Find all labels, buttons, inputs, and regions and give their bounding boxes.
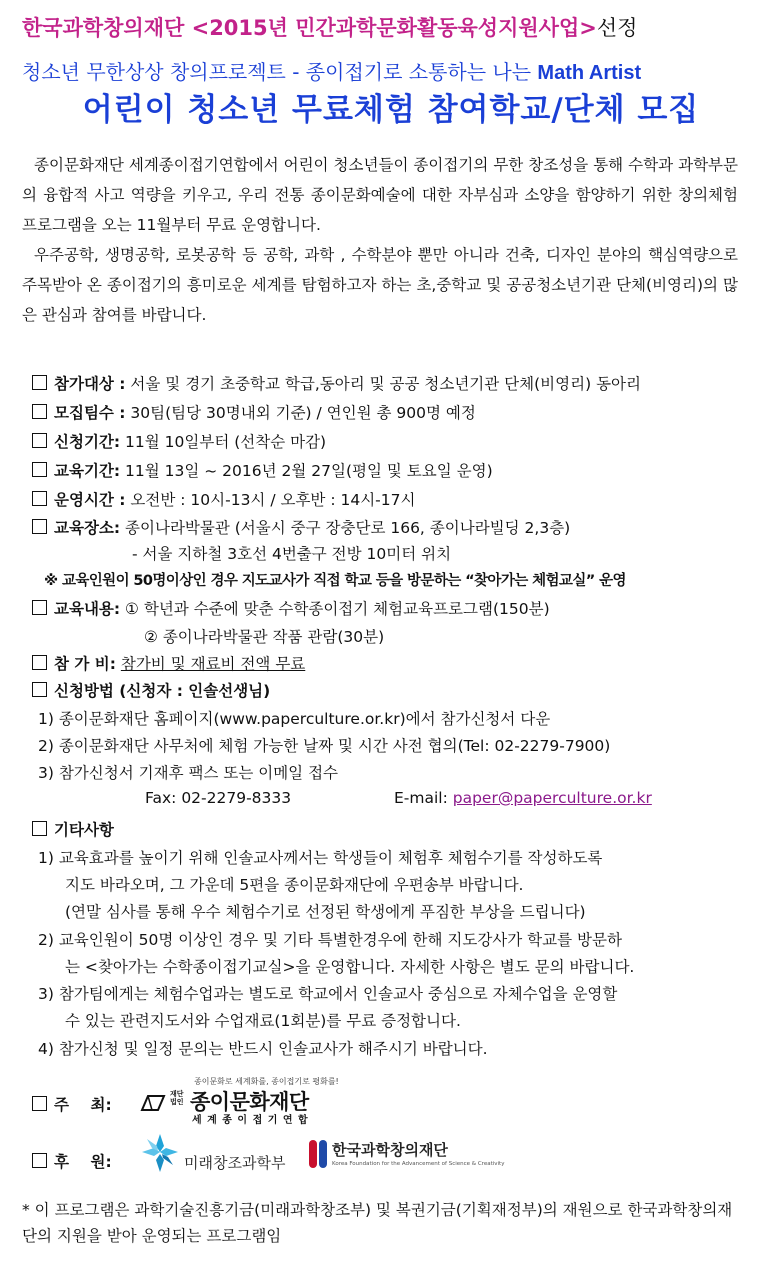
kofac-emblem-icon <box>308 1138 328 1170</box>
etc-line: (연말 심사를 통해 우수 체험수기로 선정된 학생에게 푸짐한 부상을 드립니다) <box>65 903 586 921</box>
detail-target <box>32 372 641 394</box>
detail-label: 교육기간: <box>54 462 121 480</box>
host-logo-sub: 세 계 종 이 접 기 연 합 <box>192 1115 309 1126</box>
detail-label: 신청방법 (신청자 : 인솔선생님) <box>54 682 271 700</box>
detail-content-item-2: ② 종이나라박물관 작품 관람(30분) <box>144 628 385 646</box>
sponsor-row <box>32 1150 112 1172</box>
host-row <box>32 1093 112 1115</box>
checkbox-icon <box>32 1153 47 1168</box>
intro-section <box>22 150 738 330</box>
sponsor2-sub: Korea Foundation for the Advancement of Science & Creativity <box>332 1161 505 1167</box>
detail-label: 운영시간 : <box>54 491 126 509</box>
method-step-3: 3) 참가신청서 기재후 팩스 또는 이메일 접수 <box>38 764 339 782</box>
detail-label: 교육장소: <box>54 519 121 537</box>
detail-value: 30팀(팀당 30명내외 기준) / 연인원 총 900명 예정 <box>125 404 476 422</box>
detail-place-sub: - 서울 지하철 3호선 4번출구 전방 10미터 위치 <box>132 545 452 563</box>
checkbox-icon <box>32 433 47 448</box>
checkbox-icon <box>32 600 47 615</box>
etc-line: 는 <찾아가는 수학종이접기교실>을 운영합니다. 자세한 사항은 별도 문의 바랍니다. <box>65 958 635 976</box>
footer-note: * 이 프로그램은 과학기술진흥기금(미래과학창조부) 및 복권기금(기획재정부)의 재원으로 한국과학창의재단의 지원을 받아 운영되는 프로그램임 <box>22 1201 733 1245</box>
etc-line: 수 있는 관련지도서와 수업재료(1회분)를 무료 증정합니다. <box>65 1012 461 1030</box>
header-sub-line <box>22 56 641 85</box>
email-line <box>394 789 652 807</box>
detail-value: 참가비 및 재료비 전액 무료 <box>120 655 306 673</box>
header-org-line-suffix: 선정 <box>596 16 638 40</box>
checkbox-icon <box>32 462 47 477</box>
etc-line: 3) 참가팀에게는 체험수업과는 별도로 학교에서 인솔교사 중심으로 자체수업을 운영할 <box>38 985 618 1003</box>
detail-value: 11월 10일부터 (선착순 마감) <box>120 433 327 451</box>
detail-label: 교육내용: <box>54 600 121 618</box>
etc-line: 1) 교육효과를 높이기 위해 인솔교사께서는 학생들이 체험후 체험수기를 작성하도록 <box>38 849 603 867</box>
etc-line: 지도 바라오며, 그 가운데 5편을 종이문화재단에 우편송부 바랍니다. <box>65 876 524 894</box>
detail-value: 11월 13일 ~ 2016년 2월 27일(평일 및 토요일 운영) <box>120 462 493 480</box>
etc-line: 2) 교육인원이 50명 이상인 경우 및 기타 특별한경우에 한해 지도강사가 학교를 방문하 <box>38 931 622 949</box>
header-org-line-pink: 한국과학창의재단 <2015년 민간과학문화활동육성지원사업> <box>22 16 597 40</box>
detail-label: 신청기간: <box>54 433 121 451</box>
detail-edu-period <box>32 459 493 481</box>
sponsor1-name: 미래창조과학부 <box>184 1154 286 1172</box>
header-sub-line-korean: 청소년 무한상상 창의프로젝트 - 종이접기로 소통하는 나는 <box>22 60 538 84</box>
detail-label: 기타사항 <box>54 821 114 839</box>
email-label: E-mail: <box>394 789 453 807</box>
intro-paragraph-1: 종이문화재단 세계종이접기연합에서 어린이 청소년들이 종이접기의 무한 창조성을 통해 수학과 과학부문의 융합적 사고 역량을 키우고, 우리 전통 종이문화예술에 대한 자부심과 소양을 함양하기 위한 창의체험 프로그램을 오는 11월부터 무료 운영합니다. <box>22 156 738 234</box>
header-sub-line-english: Math Artist <box>537 62 642 84</box>
method-step-1: 1) 종이문화재단 홈페이지(www.paperculture.or.kr)에서 참가신청서 다운 <box>38 710 551 728</box>
host-logo-badge: 재단법인 <box>170 1090 184 1106</box>
detail-teams <box>32 401 476 423</box>
detail-apply-period <box>32 430 326 452</box>
paper-fold-icon <box>140 1092 166 1114</box>
host-logo-tagline: 종이문화로 세계화를, 종이접기로 평화를! <box>194 1077 339 1086</box>
fax-number: Fax: 02-2279-8333 <box>145 789 292 807</box>
detail-hours <box>32 488 415 510</box>
checkbox-icon <box>32 821 47 836</box>
checkbox-icon <box>32 491 47 506</box>
sponsor-logo-msip <box>140 1132 300 1178</box>
header-org-line <box>22 12 637 42</box>
detail-value: 종이나라박물관 (서울시 중구 장충단로 166, 종이나라빌딩 2,3층) <box>120 519 571 537</box>
checkbox-icon <box>32 682 47 697</box>
checkbox-icon <box>32 655 47 670</box>
detail-content <box>32 597 550 619</box>
detail-fee <box>32 652 305 674</box>
detail-label: 참가대상 : <box>54 375 126 393</box>
detail-method <box>32 679 270 701</box>
detail-value: ① 학년과 수준에 맞춘 수학종이접기 체험교육프로그램(150분) <box>120 600 550 618</box>
etc-line: 4) 참가신청 및 일정 문의는 반드시 인솔교사가 해주시기 바랍니다. <box>38 1040 488 1058</box>
sponsor-logo-kofac <box>308 1134 508 1176</box>
detail-value: 서울 및 경기 초중학교 학급,동아리 및 공공 청소년기관 단체(비영리) 동아리 <box>125 375 641 393</box>
visit-note: ※ 교육인원이 50명이상인 경우 지도교사가 직접 학교 등을 방문하는 “찾아가는 체험교실” 운영 <box>44 573 626 589</box>
host-logo-name: 종이문화재단 <box>190 1090 309 1114</box>
checkbox-icon <box>32 404 47 419</box>
method-step-2: 2) 종이문화재단 사무처에 체험 가능한 날짜 및 시간 사전 협의(Tel: 02-2279-7900) <box>38 737 611 755</box>
detail-label: 모집팀수 : <box>54 404 126 422</box>
detail-place <box>32 516 570 538</box>
intro-paragraph-2: 우주공학, 생명공학, 로봇공학 등 공학, 과학 , 수학분야 뿐만 아니라 건축, 디자인 분야의 핵심역량으로 주목받아 온 종이접기의 흥미로운 세계를 탐험하고자 하는 초,중학교 및 공공청소년기관 단체(비영리)의 많은 관심과 참여를 바랍니다. <box>22 246 738 324</box>
sponsor2-name: 한국과학창의재단 <box>332 1141 448 1159</box>
page-title: 어린이 청소년 무료체험 참여학교/단체 모집 <box>82 92 700 128</box>
sponsor-label: 후 원: <box>54 1153 112 1171</box>
checkbox-icon <box>32 519 47 534</box>
detail-label: 참 가 비: <box>54 655 116 673</box>
checkbox-icon <box>32 1096 47 1111</box>
msip-emblem-icon <box>140 1132 180 1174</box>
host-label: 주 최: <box>54 1096 112 1114</box>
checkbox-icon <box>32 375 47 390</box>
detail-value: 오전반 : 10시-13시 / 오후반 : 14시-17시 <box>125 491 416 509</box>
host-logo <box>140 1076 350 1126</box>
detail-etc <box>32 818 114 840</box>
email-link[interactable]: paper@paperculture.or.kr <box>452 789 652 807</box>
